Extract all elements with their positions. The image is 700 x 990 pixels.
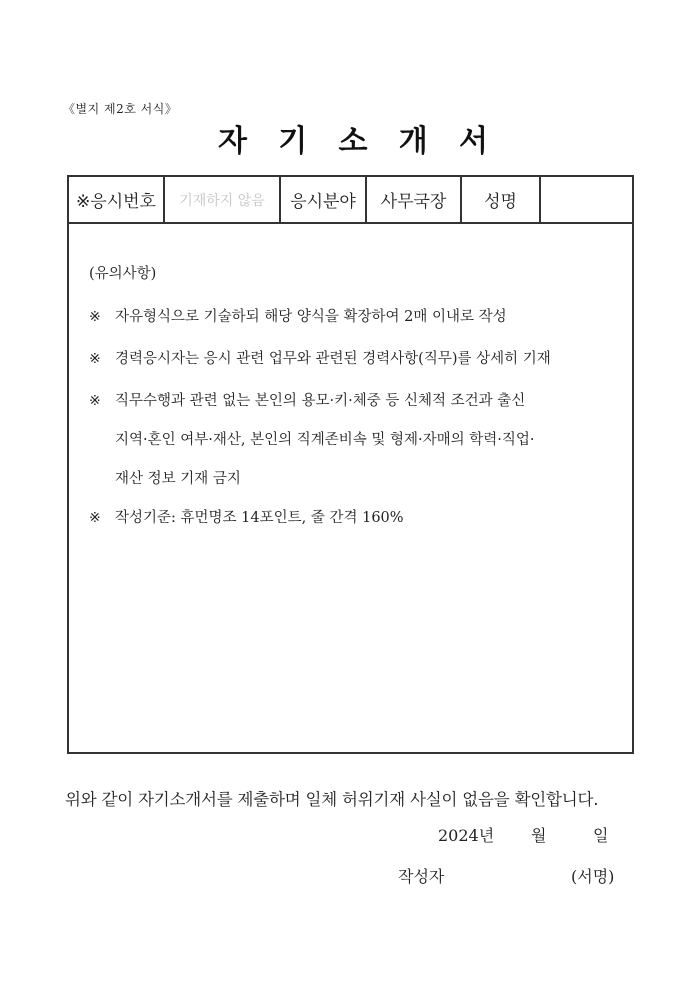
application-field-label: 응시분야 [281, 177, 367, 222]
note-item [89, 305, 507, 326]
name-field-cell[interactable] [541, 177, 632, 222]
note-text: 직무수행과 관련 없는 본인의 용모·키·체중 등 신체적 조건과 출신 [115, 393, 526, 409]
title-char: 소 [338, 124, 368, 159]
title-char: 자 [218, 124, 247, 159]
note-text: 자유형식으로 기술하되 해당 양식을 확장하여 2매 이내로 작성 [115, 309, 507, 325]
note-item [89, 389, 525, 410]
reference-mark-icon: ※ [89, 309, 101, 325]
title-char: 개 [398, 124, 428, 159]
confirmation-statement: 위와 같이 자기소개서를 제출하며 일체 허위기재 사실이 없음을 확인합니다. [65, 790, 599, 809]
reference-mark-icon: ※ [89, 510, 101, 526]
reference-mark-icon: ※ [89, 393, 101, 409]
date-day-label: 일 [593, 826, 609, 845]
author-label: 작성자 [398, 867, 445, 886]
note-text: 경력응시자는 응시 관련 업무와 관련된 경력사항(직무)를 상세히 기재 [115, 351, 551, 367]
title-char: 서 [459, 124, 488, 159]
page-title [218, 120, 488, 164]
signature-label: (서명) [571, 867, 615, 886]
applicant-number-value: 기재하지 않음 [165, 177, 281, 222]
form-number-label: 《별지 제2호 서식》 [63, 102, 178, 116]
date-month-label: 월 [531, 826, 547, 845]
note-item-continuation: 지역·혼인 여부·재산, 본인의 직계존비속 및 형제·자매의 학력·직업· [115, 432, 535, 448]
applicant-number-label: ※응시번호 [69, 177, 165, 222]
notes-heading: (유의사항) [89, 266, 157, 282]
self-introduction-form [67, 175, 634, 754]
applicant-info-row [69, 177, 632, 224]
note-item-continuation: 재산 정보 기재 금지 [115, 471, 241, 487]
reference-mark-icon: ※ [89, 351, 101, 367]
date-year: 2024년 [438, 826, 495, 845]
note-text: 작성기준: 휴먼명조 14포인트, 줄 간격 160% [115, 510, 404, 526]
note-item [89, 347, 551, 368]
note-item [89, 506, 404, 527]
name-input[interactable] [541, 177, 632, 222]
name-label: 성명 [462, 177, 541, 222]
title-char: 기 [278, 124, 308, 159]
application-field-value: 사무국장 [367, 177, 462, 222]
